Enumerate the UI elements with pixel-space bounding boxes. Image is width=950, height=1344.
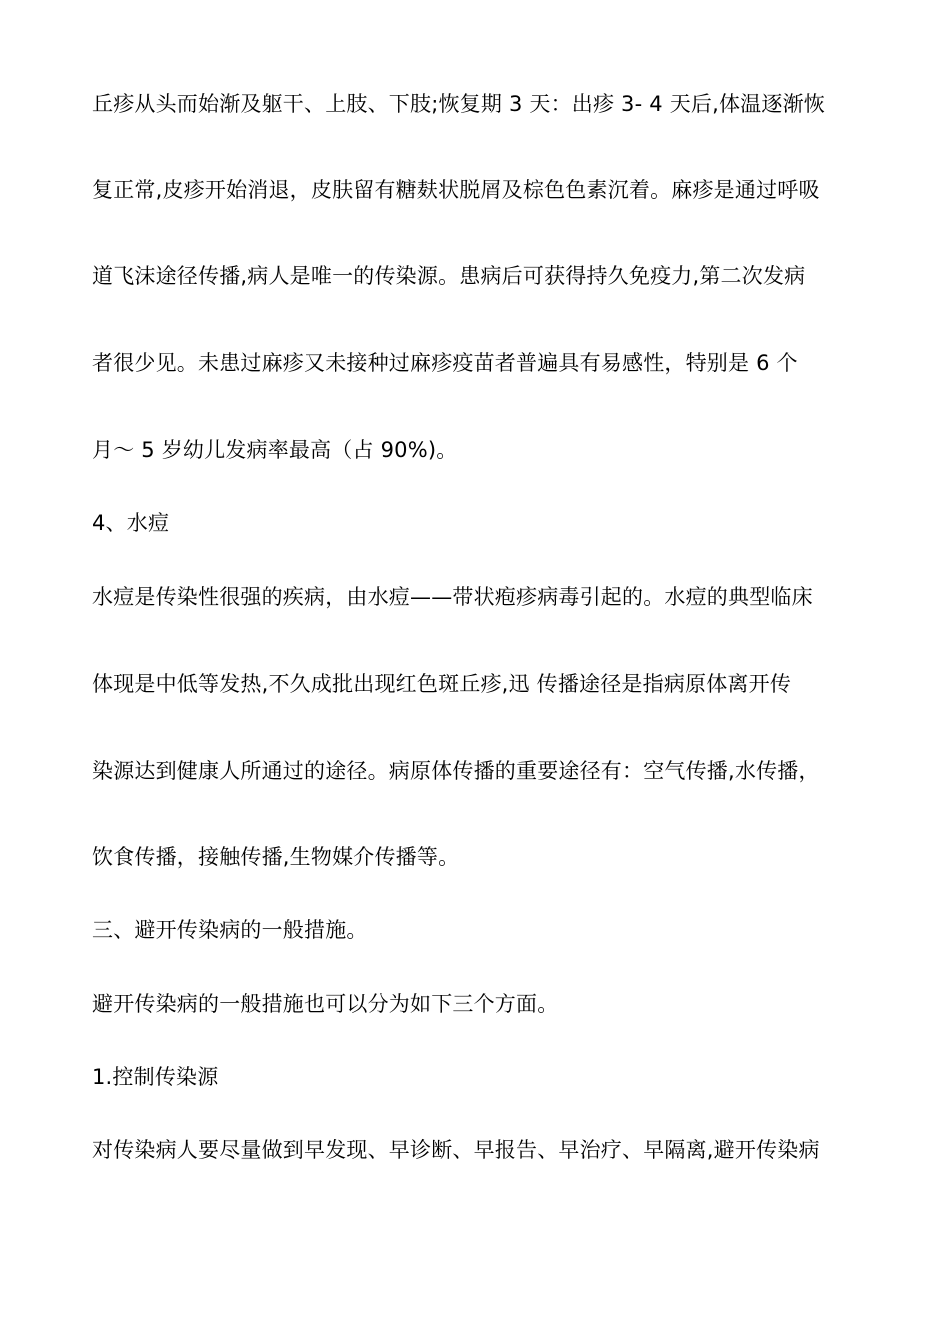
body-text-line: 者很少见。未患过麻疹又未接种过麻疹疫苗者普遍具有易感性，特别是 6 个: [92, 351, 798, 375]
subsection-heading-control-source: 1.控制传染源: [92, 1065, 219, 1089]
section-heading-prevention: 三、避开传染病的一般措施。: [92, 918, 368, 942]
body-text-line: 体现是中低等发热,不久成批出现红色斑丘疹,迅 传播途径是指病原体离开传: [92, 672, 792, 696]
body-text-line: 饮食传播，接触传播,生物媒介传播等。: [92, 845, 460, 869]
body-text-line: 水痘是传染性很强的疾病，由水痘——带状疱疹病毒引起的。水痘的典型临床: [92, 585, 813, 609]
body-text-line: 复正常,皮疹开始消退，皮肤留有糖麸状脱屑及棕色色素沉着。麻疹是通过呼吸: [92, 178, 820, 202]
body-text-line: 月～ 5 岁幼儿发病率最高（占 90%)。: [92, 438, 458, 462]
body-text-line: 道飞沫途径传播,病人是唯一的传染源。患病后可获得持久免疫力,第二次发病: [92, 264, 806, 288]
body-text-line: 对传染病人要尽量做到早发现、早诊断、早报告、早治疗、早隔离,避开传染病: [92, 1138, 820, 1162]
section-heading-chickenpox: 4、水痘: [92, 511, 170, 535]
body-text-line: 染源达到健康人所通过的途径。病原体传播的重要途径有：空气传播,水传播，: [92, 759, 820, 783]
body-text-line: 丘疹从头而始渐及躯干、上肢、下肢;恢复期 3 天：出疹 3- 4 天后,体温逐渐恢: [92, 92, 825, 116]
body-text-line: 避开传染病的一般措施也可以分为如下三个方面。: [92, 992, 559, 1016]
